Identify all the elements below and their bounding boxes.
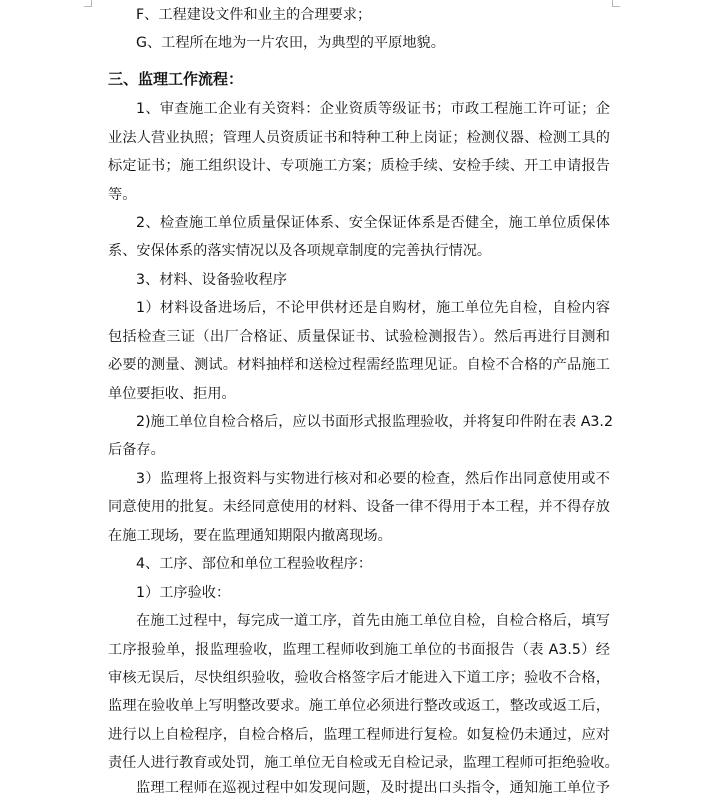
crop-mark-top-right <box>612 6 620 7</box>
paragraph-line: 责任人进行教育或处罚，施工单位无自检或无自检记录，监理工程师可拒绝验收。 <box>108 755 619 771</box>
section-heading: 三、监理工作流程： <box>108 70 244 88</box>
paragraph-line: 2、检查施工单位质量保证体系、安全保证体系是否健全，施工单位质保体 <box>136 215 610 231</box>
paragraph-line: 监理工程师在巡视过程中如发现问题，及时提出口头指令，通知施工单位予 <box>136 780 610 796</box>
paragraph-line: 必要的测量、测试。材料抽样和送检过程需经监理见证。自检不合格的产品施工 <box>108 357 610 373</box>
paragraph-line: 单位要拒收、拒用。 <box>108 386 236 402</box>
paragraph-line: 3）监理将上报资料与实物进行核对和必要的检查，然后作出同意使用或不 <box>136 471 610 487</box>
paragraph-line: 等。 <box>108 187 137 203</box>
paragraph-line: 工序报验单，报监理验收，监理工程师收到施工单位的书面报告（表 A3.5）经 <box>108 642 610 658</box>
subheading: 4、工序、部位和单位工程验收程序： <box>136 556 373 572</box>
paragraph-line: 2)施工单位自检合格后，应以书面形式报监理验收，并将复印件附在表 A3.2 <box>136 414 613 430</box>
paragraph-line: 1）材料设备进场后，不论甲供材还是自购材，施工单位先自检，自检内容 <box>136 300 610 316</box>
list-item: F、工程建设文件和业主的合理要求； <box>136 7 372 23</box>
paragraph-line: 1、审查施工企业有关资料：企业资质等级证书；市政工程施工许可证；企 <box>136 101 610 117</box>
crop-mark-top-left <box>84 6 92 7</box>
list-item: G、工程所在地为一片农田，为典型的平原地貌。 <box>136 35 445 51</box>
paragraph-line: 在施工现场，要在监理通知期限内撤离现场。 <box>108 528 392 544</box>
paragraph-line: 审核无误后，尽快组织验收，验收合格签字后才能进入下道工序；验收不合格， <box>108 670 610 686</box>
paragraph-line: 系、安保体系的落实情况以及各项规章制度的完善执行情况。 <box>108 243 492 259</box>
paragraph-line: 包括检查三证（出厂合格证、质量保证书、试验检测报告）。然后再进行目测和 <box>108 329 610 345</box>
subheading: 3、材料、设备验收程序 <box>136 272 287 288</box>
paragraph-line: 业法人营业执照；管理人员资质证书和特种工种上岗证；检测仪器、检测工具的 <box>108 130 610 146</box>
subheading: 1）工序验收： <box>136 585 231 601</box>
paragraph-line: 在施工过程中，每完成一道工序，首先由施工单位自检，自检合格后，填写 <box>136 613 610 629</box>
paragraph-line: 标定证书；施工组织设计、专项施工方案；质检手续、安检手续、开工申请报告 <box>108 158 610 174</box>
paragraph-line: 后备存。 <box>108 442 165 458</box>
paragraph-line: 同意使用的批复。未经同意使用的材料、设备一律不得用于本工程，并不得存放 <box>108 499 610 515</box>
paragraph-line: 监理在验收单上写明整改要求。施工单位必须进行整改或返工，整改或返工后， <box>108 698 610 714</box>
paragraph-line: 进行以上自检程序，自检合格后，监理工程师进行复检。如复检仍未通过，应对 <box>108 727 610 743</box>
